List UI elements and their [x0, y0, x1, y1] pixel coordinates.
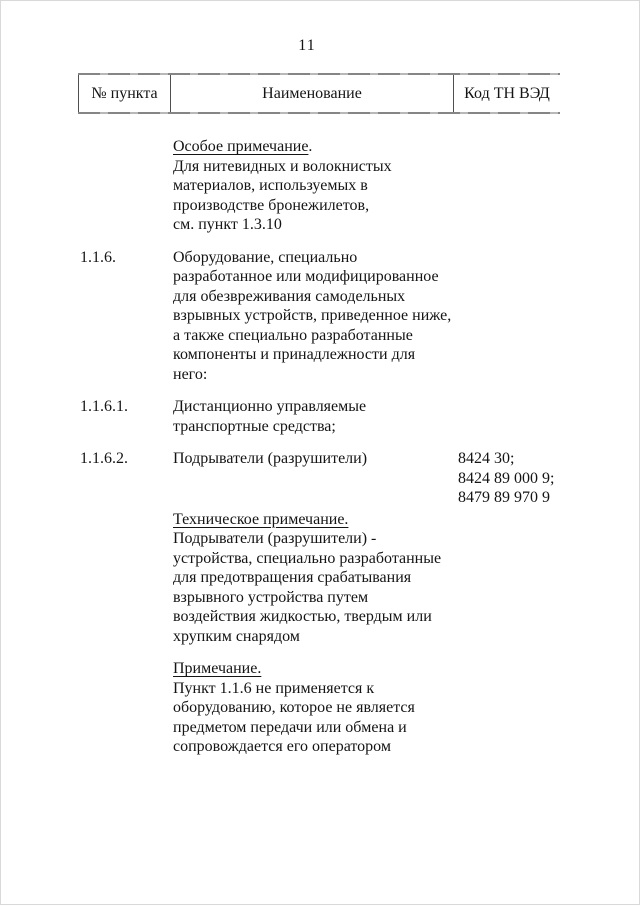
- entry-note: [80, 659, 628, 757]
- entry-line: взрывных устройств, приведенное ниже,: [173, 307, 452, 324]
- entry-line: производстве бронежилетов,: [173, 196, 370, 214]
- entry-codes: [458, 397, 628, 436]
- entry-line: устройства, специально разработанные: [173, 549, 442, 567]
- entry-line: оборудованию, которое не является: [173, 699, 415, 716]
- entry-number: 1.1.6.2.: [80, 450, 128, 467]
- entry-line: Оборудование, специально: [173, 248, 358, 266]
- entry-1-1-6-1: [80, 397, 628, 436]
- entry-line: Для нитевидных и волокнистых: [173, 157, 392, 175]
- entry-line: хрупким снарядом: [173, 627, 300, 645]
- entry-line: разработанное или модифицированное: [173, 268, 439, 285]
- note-title: Техническое примечание.: [173, 510, 349, 528]
- code-line: 8424 30;: [458, 450, 515, 467]
- entry-special-note: [80, 137, 628, 235]
- entry-number: [80, 510, 173, 647]
- note-title: Особое примечание.: [173, 138, 313, 155]
- entry-line: Подрыватели (разрушители): [173, 450, 368, 467]
- entry-codes: [458, 248, 628, 385]
- entry-line: него:: [173, 365, 208, 383]
- entry-1-1-6-2: [80, 449, 628, 508]
- entry-line: воздействия жидкостью, твердым или: [173, 608, 432, 625]
- entry-number: 1.1.6.: [80, 248, 116, 266]
- entry-line: а также специально разработанные: [173, 326, 413, 344]
- entry-1-1-6: [80, 248, 628, 385]
- entry-body: [173, 449, 458, 508]
- code-line: 8479 89 970 9: [458, 489, 550, 506]
- entry-line: Подрыватели (разрушители) -: [173, 530, 377, 547]
- entry-codes: [458, 659, 628, 757]
- entry-number: [80, 137, 173, 235]
- entry-line: для предотвращения срабатывания: [173, 569, 412, 586]
- entry-line: взрывного устройства путем: [173, 588, 369, 606]
- entry-line: см. пункт 1.3.10: [173, 216, 282, 233]
- document-content: [80, 137, 628, 757]
- entry-codes: [458, 137, 628, 235]
- entry-body: [173, 397, 458, 436]
- entry-line: материалов, используемых в: [173, 177, 368, 194]
- entry-codes: [458, 510, 628, 647]
- entry-line: предметом передачи или обмена и: [173, 718, 407, 736]
- entry-line: Дистанционно управляемые: [173, 398, 367, 415]
- entry-line: Пункт 1.1.6 не применяется к: [173, 679, 375, 697]
- entry-line: для обезвреживания самодельных: [173, 287, 406, 305]
- code-line: 8424 89 000 9;: [458, 469, 555, 487]
- entry-body: [173, 659, 458, 757]
- header-cell-code: Код ТН ВЭД: [453, 75, 560, 112]
- entry-body: [173, 137, 458, 235]
- entry-number: [80, 659, 173, 757]
- entry-number: 1.1.6.1.: [80, 398, 128, 415]
- entry-line: транспортные средства;: [173, 417, 336, 435]
- entry-line: компоненты и принадлежности для: [173, 346, 416, 363]
- table-header: [78, 75, 560, 112]
- header-cell-num: № пункта: [78, 75, 170, 112]
- entry-line: сопровождается его оператором: [173, 738, 391, 755]
- entry-body: [173, 248, 458, 385]
- header-cell-name: Наименование: [170, 75, 453, 112]
- entry-body: [173, 510, 458, 647]
- page-number: 11: [298, 37, 316, 54]
- entry-codes: [458, 449, 628, 508]
- note-title: Примечание.: [173, 660, 262, 677]
- entry-technical-note: [80, 510, 628, 647]
